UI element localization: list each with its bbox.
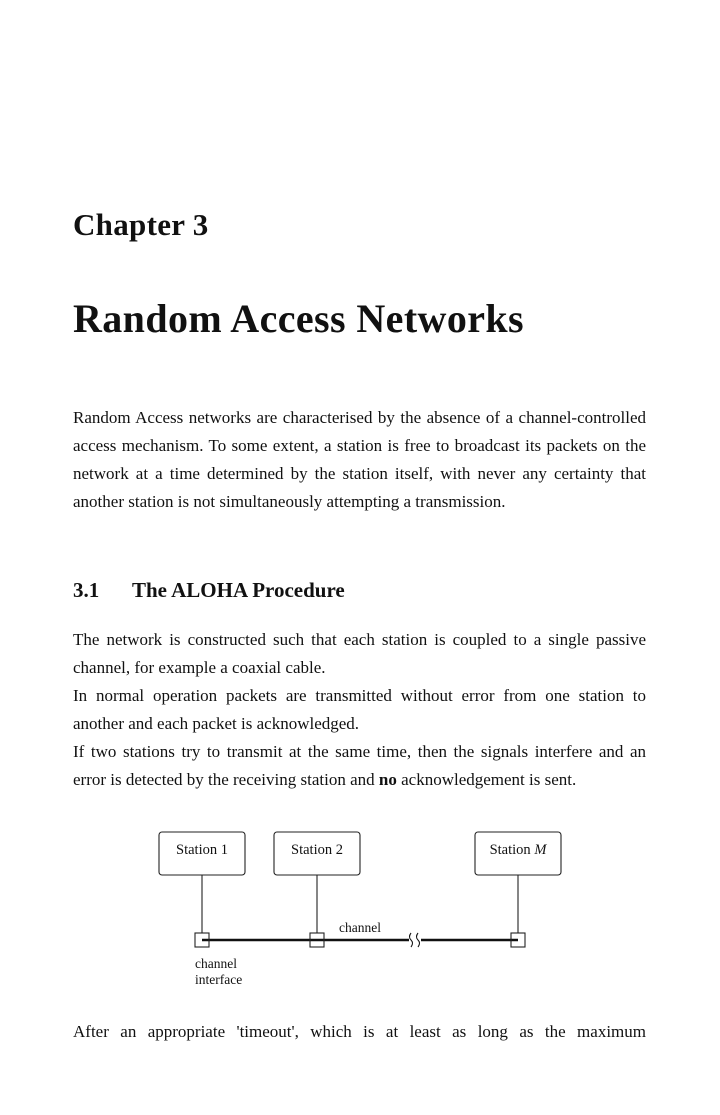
aloha-p3-bold: no: [378, 770, 397, 789]
section-heading: [73, 578, 345, 603]
channel-break-icon: [410, 933, 420, 947]
station-m-prefix: Station: [489, 842, 535, 858]
section-number: 3.1: [73, 578, 100, 602]
station-m-label: [490, 842, 548, 858]
station-1-label: Station 1: [176, 842, 228, 858]
aloha-p3-before: If two stations try to transmit at the same time, then the signals interfere and an error is detected by the receiving station and: [73, 742, 646, 789]
aloha-p3-after: acknowledgement is sent.: [396, 770, 577, 789]
aloha-paragraph-3: [73, 738, 646, 794]
interface-label-line2: interface: [195, 972, 243, 987]
intro-text: Random Access networks are characterised by the absence of a channel-controlled access mechanism. To some extent, a station is free to broadcast its packets on the network at a time determined by the station itself, with never any certainty that another station is not simultaneously attempting a transmission.: [73, 408, 646, 511]
station-2-label: Station 2: [291, 842, 343, 858]
after-text: After an appropriate 'timeout', which is at least as long as the maximum: [73, 1022, 646, 1041]
station-m-var: M: [534, 842, 547, 858]
aloha-paragraph-1: The network is constructed such that each station is coupled to a single passive channel, for example a coaxial cable.: [73, 630, 646, 677]
aloha-paragraph-2: In normal operation packets are transmitted without error from one station to another and each packet is acknowledged.: [73, 686, 646, 733]
section-title: The ALOHA Procedure: [132, 578, 345, 602]
interface-label-line1: channel: [195, 956, 237, 971]
channel-label: channel: [339, 920, 381, 935]
aloha-paragraphs: [73, 626, 646, 794]
after-paragraph: [73, 1018, 646, 1046]
chapter-label: Chapter 3: [73, 207, 209, 242]
chapter-title: Random Access Networks: [73, 296, 524, 341]
intro-paragraph: [73, 404, 646, 516]
aloha-network-diagram: [0, 820, 720, 1000]
